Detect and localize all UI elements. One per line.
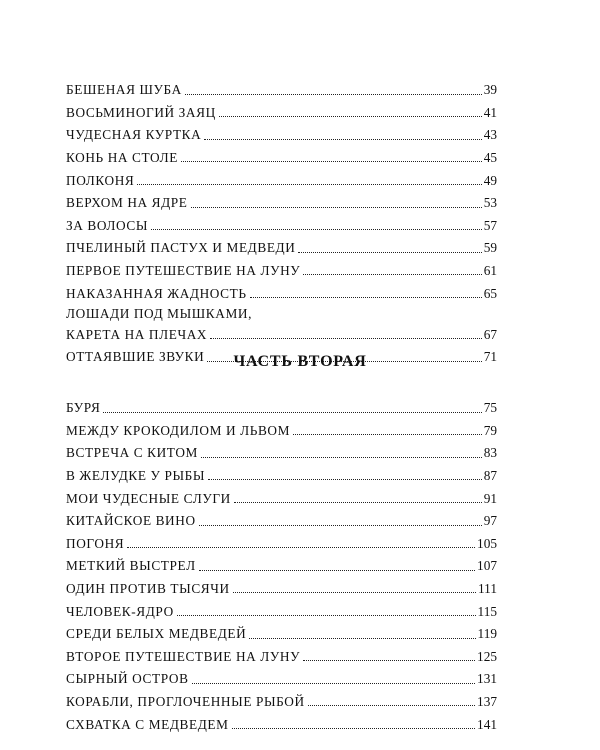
toc-entry-title: ВСТРЕЧА С КИТОМ	[66, 445, 198, 461]
toc-entry-page: 107	[477, 558, 497, 574]
toc-entry-title: МЕТКИЙ ВЫСТРЕЛ	[66, 558, 196, 574]
toc-entry	[66, 74, 497, 97]
toc-entry-title: СРЕДИ БЕЛЫХ МЕДВЕДЕЙ	[66, 626, 247, 642]
dot-leader	[181, 161, 482, 162]
toc-entry-title: ОДИН ПРОТИВ ТЫСЯЧИ	[66, 581, 230, 597]
toc-entry-title: БУРЯ	[66, 400, 101, 416]
toc-entry-title: ПОЛКОНЯ	[66, 172, 135, 188]
dot-leader	[127, 547, 475, 548]
dot-leader	[103, 412, 481, 413]
toc-entry-title-line1: ЛОШАДИ ПОД МЫШКАМИ,	[66, 306, 253, 322]
toc-entry-page: 39	[483, 82, 497, 98]
toc-part-two	[66, 392, 497, 731]
toc-entry	[66, 392, 497, 415]
toc-entry-title: ПЧЕЛИНЫЙ ПАСТУХ И МЕДВЕДИ	[66, 240, 296, 256]
toc-entry-page: 115	[477, 603, 497, 619]
toc-entry	[66, 437, 497, 460]
toc-entry-page: 105	[477, 535, 497, 551]
toc-entry-page: 75	[483, 400, 497, 416]
dot-leader	[293, 434, 482, 435]
toc-entry	[66, 708, 497, 731]
toc-entry	[66, 641, 497, 664]
toc-entry-title: КАРЕТА НА ПЛЕЧАХ	[66, 326, 208, 342]
part-two-heading: ЧАСТЬ ВТОРАЯ	[233, 353, 367, 370]
dot-leader	[177, 615, 476, 616]
toc-entry-title: БЕШЕНАЯ ШУБА	[66, 82, 182, 98]
toc-entry-page: 119	[477, 626, 497, 642]
dot-leader	[199, 570, 475, 571]
toc-entry-page: 61	[483, 263, 497, 279]
toc-entry-title: ВЕРХОМ НА ЯДРЕ	[66, 195, 188, 211]
toc-entry	[66, 187, 497, 210]
toc-entry	[66, 663, 497, 686]
toc-entry-page: 57	[483, 217, 497, 233]
toc-entry	[66, 255, 497, 278]
toc-entry-page: 97	[483, 513, 497, 529]
toc-entry-title: ПОГОНЯ	[66, 535, 125, 551]
toc-entry-page: 45	[483, 150, 497, 166]
toc-entry-title: ЗА ВОЛОСЫ	[66, 217, 149, 233]
dot-leader	[298, 252, 481, 253]
toc-entry	[66, 460, 497, 483]
toc-entry-title: СЫРНЫЙ ОСТРОВ	[66, 671, 189, 687]
toc-entry-page: 71	[483, 349, 497, 365]
toc-entry-title: КОНЬ НА СТОЛЕ	[66, 150, 178, 166]
toc-entry	[66, 528, 497, 551]
toc-entry	[66, 119, 497, 142]
toc-part-one	[66, 74, 497, 364]
toc-entry-title: ВОСЬМИНОГИЙ ЗАЯЦ	[66, 104, 216, 120]
dot-leader	[185, 94, 482, 95]
toc-entry-page: 43	[483, 127, 497, 143]
dot-leader	[219, 116, 482, 117]
toc-entry	[66, 210, 497, 233]
toc-entry	[66, 618, 497, 641]
toc-entry-page: 41	[483, 104, 497, 120]
toc-entry-title: ПЕРВОЕ ПУТЕШЕСТВИЕ НА ЛУНУ	[66, 263, 301, 279]
toc-entry	[66, 505, 497, 528]
dot-leader	[201, 457, 482, 458]
dot-leader	[232, 728, 476, 729]
toc-entry-title: МЕЖДУ КРОКОДИЛОМ И ЛЬВОМ	[66, 422, 291, 438]
toc-entry-title: ЧЕЛОВЕК-ЯДРО	[66, 603, 174, 619]
toc-entry	[66, 97, 497, 120]
toc-entry-title: КОРАБЛИ, ПРОГЛОЧЕННЫЕ РЫБОЙ	[66, 694, 305, 710]
toc-entry-page: 59	[483, 240, 497, 256]
toc-entry	[66, 482, 497, 505]
dot-leader	[308, 705, 475, 706]
toc-entry-page: 67	[483, 326, 497, 342]
dot-leader	[303, 274, 481, 275]
dot-leader	[199, 525, 482, 526]
toc-entry-page: 83	[483, 445, 497, 461]
toc-entry-page: 87	[483, 468, 497, 484]
dot-leader	[151, 229, 482, 230]
dot-leader	[234, 502, 482, 503]
toc-entry	[66, 300, 497, 341]
toc-entry-page: 79	[483, 422, 497, 438]
toc-entry	[66, 686, 497, 709]
toc-entry-title: КИТАЙСКОЕ ВИНО	[66, 513, 196, 529]
toc-entry-page: 65	[483, 285, 497, 301]
toc-entry	[66, 164, 497, 187]
dot-leader	[191, 207, 482, 208]
dot-leader	[210, 338, 482, 339]
toc-entry-title: ЧУДЕСНАЯ КУРТКА	[66, 127, 202, 143]
toc-entry-title: СХВАТКА С МЕДВЕДЕМ	[66, 716, 229, 732]
toc-entry-page: 137	[477, 694, 497, 710]
toc-entry-page: 91	[483, 490, 497, 506]
toc-entry	[66, 277, 497, 300]
toc-entry	[66, 415, 497, 438]
toc-entry	[66, 142, 497, 165]
toc-entry-page: 125	[477, 648, 497, 664]
dot-leader	[233, 592, 476, 593]
toc-entry-page: 49	[483, 172, 497, 188]
toc-entry-page: 111	[478, 581, 497, 597]
dot-leader	[249, 638, 475, 639]
toc-entry-title: В ЖЕЛУДКЕ У РЫБЫ	[66, 468, 206, 484]
dot-leader	[204, 139, 481, 140]
toc-entry-page: 141	[477, 716, 497, 732]
dot-leader	[208, 479, 482, 480]
toc-entry-title: ОТТАЯВШИЕ ЗВУКИ	[66, 349, 205, 365]
dot-leader	[192, 683, 475, 684]
toc-entry	[66, 232, 497, 255]
toc-entry-page: 131	[477, 671, 497, 687]
toc-entry-page: 53	[483, 195, 497, 211]
toc-entry	[66, 550, 497, 573]
toc-entry-title: ВТОРОЕ ПУТЕШЕСТВИЕ НА ЛУНУ	[66, 648, 301, 664]
dot-leader	[303, 660, 475, 661]
toc-entry-title: НАКАЗАННАЯ ЖАДНОСТЬ	[66, 285, 247, 301]
toc-entry-title: МОИ ЧУДЕСНЫЕ СЛУГИ	[66, 490, 231, 506]
dot-leader	[137, 184, 481, 185]
toc-entry	[66, 595, 497, 618]
toc-entry	[66, 573, 497, 596]
dot-leader	[250, 297, 482, 298]
